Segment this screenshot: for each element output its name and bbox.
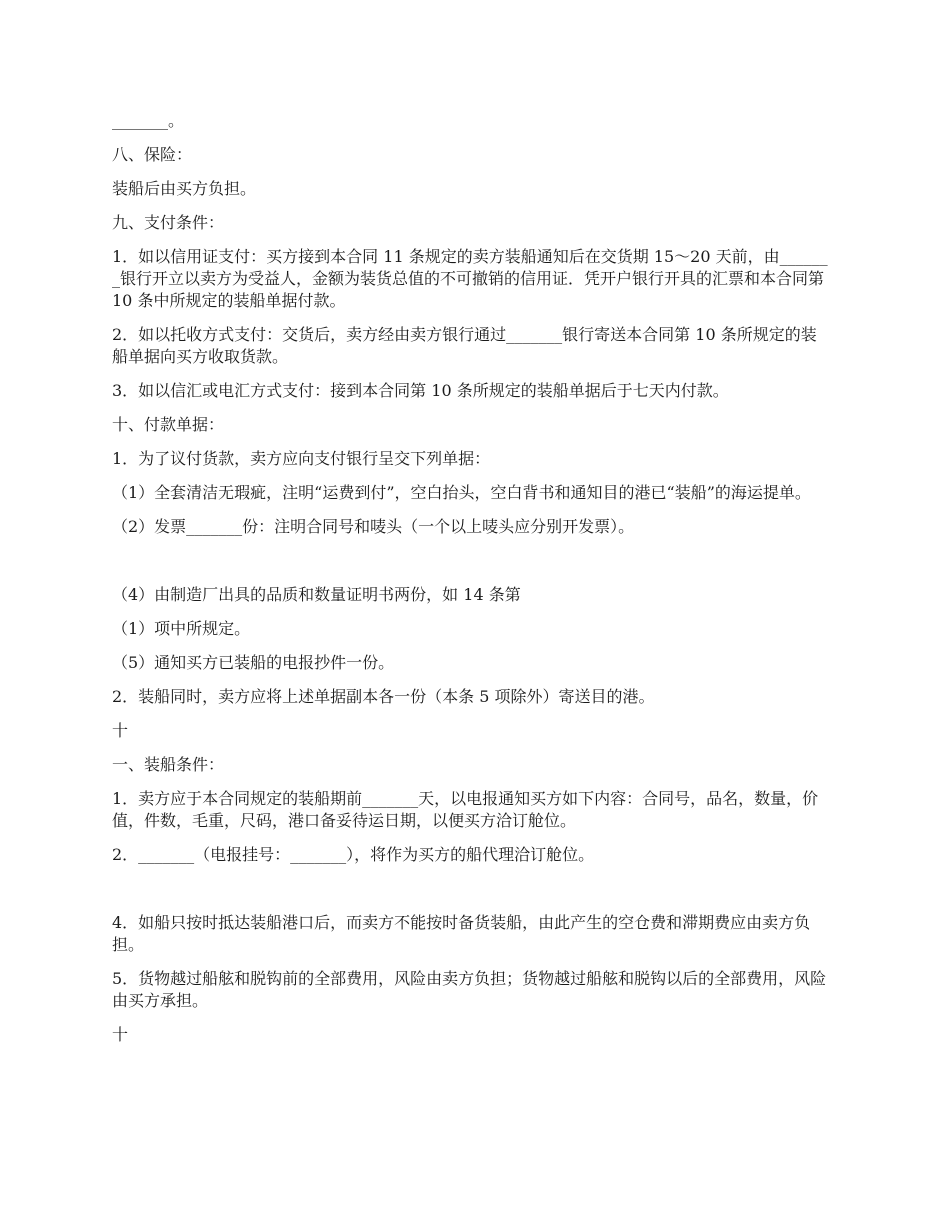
paragraph-shipping-notice: 1．卖方应于本合同规定的装船期前_______天，以电报通知买方如下内容：合同号，品名，数量，价值，件数，毛重，尺码，港口备妥待运日期，以便买方洽订舱位。 xyxy=(112,789,819,830)
spacer xyxy=(112,878,832,912)
paragraph-risk-transfer: 5．货物越过船舷和脱钩前的全部费用，风险由卖方负担；货物越过船舷和脱钩以后的全部费用，风险由买方承担。 xyxy=(112,969,827,1010)
paragraph-payment-transfer: 3．如以信汇或电汇方式支付：接到本合同第 10 条所规定的装船单据后于七天内付款。 xyxy=(112,381,729,400)
paragraph-insurance: 装船后由买方负担。 xyxy=(112,179,257,198)
paragraph-quality-certificate-cont: （1）项中所规定。 xyxy=(112,619,251,638)
paragraph-shipping-agent: 2．_______（电报挂号：_______），将作为买方的船代理洽订舱位。 xyxy=(112,845,595,864)
heading-number-fragment: 十 xyxy=(112,721,129,740)
paragraph-quality-certificate: （4）由制造厂出具的品质和数量证明书两份，如 14 条第 xyxy=(112,585,521,604)
paragraph-document-copies: 2．装船同时，卖方应将上述单据副本各一份（本条 5 项除外）寄送目的港。 xyxy=(112,687,655,706)
paragraph-documents-intro: 1．为了议付货款，卖方应向支付银行呈交下列单据： xyxy=(112,449,491,468)
heading-payment-terms: 九、支付条件： xyxy=(112,213,225,232)
paragraph-bill-of-lading: （1）全套清洁无瑕疵，注明“运费到付”，空白抬头，空白背书和通知目的港已“装船”的海运提单。 xyxy=(112,483,811,502)
paragraph-invoice: （2）发票_______份：注明合同号和唛头（一个以上唛头应分别开发票）。 xyxy=(112,517,635,536)
paragraph-demurrage: 4．如船只按时抵达装船港口后，而卖方不能按时备货装船，由此产生的空仓费和滞期费应由卖方负担。 xyxy=(112,913,811,954)
paragraph-telegram-copy: （5）通知买方已装船的电报抄件一份。 xyxy=(112,653,395,672)
paragraph-payment-collection: 2．如以托收方式支付：交货后，卖方经由卖方银行通过_______银行寄送本合同第 10 条所规定的装船单据向买方收取货款。 xyxy=(112,325,817,366)
paragraph-payment-lc: 1．如以信用证支付：买方接到本合同 11 条规定的卖方装船通知后在交货期 15～20 天前，由_______银行开立以卖方为受益人，金额为装货总值的不可撤销的信用证．凭开户银行开具的汇票和本合同第 10 条中所规定的装船单据付款。 xyxy=(112,247,830,310)
paragraph-blank-line: _______。 xyxy=(112,111,185,130)
heading-number-fragment-end: 十 xyxy=(112,1025,129,1044)
heading-payment-documents: 十、付款单据： xyxy=(112,415,225,434)
document-page xyxy=(112,110,832,1058)
heading-insurance: 八、保险： xyxy=(112,145,193,164)
spacer xyxy=(112,550,832,584)
heading-shipping-conditions: 一、装船条件： xyxy=(112,755,225,774)
